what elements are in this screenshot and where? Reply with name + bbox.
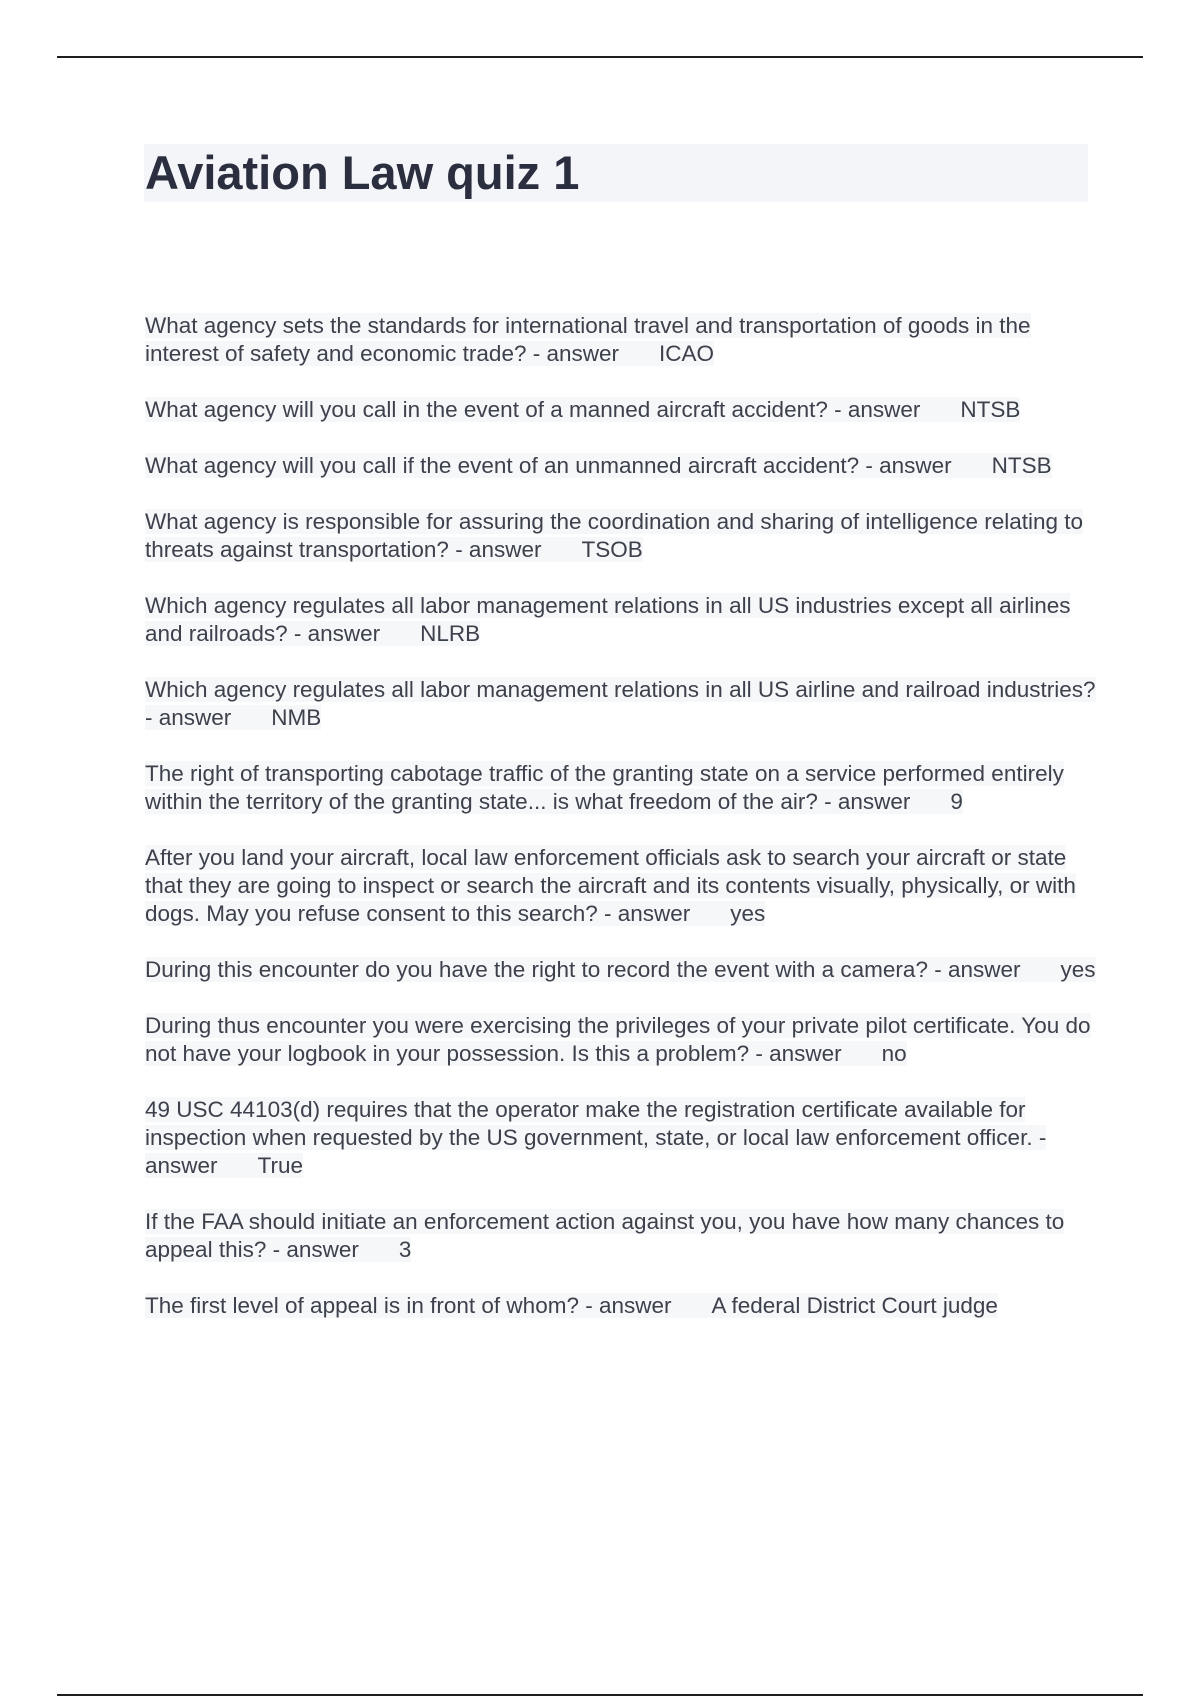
answer-text: True: [257, 1153, 303, 1178]
answer-text: yes: [1060, 957, 1096, 982]
qa-item: [145, 1208, 1105, 1264]
answer-text: ICAO: [659, 341, 715, 366]
qa-item: [145, 312, 1105, 368]
qa-item: [145, 1012, 1105, 1068]
question-text: During this encounter do you have the right to record the event with a camera? - answer: [145, 957, 1021, 982]
qa-item: [145, 452, 1105, 480]
question-list: [145, 312, 1105, 1348]
qa-item: [145, 592, 1105, 648]
qa-item: [145, 844, 1105, 928]
question-text: Which agency regulates all labor management relations in all US industries except all airlines and railroads? - answer: [145, 593, 1071, 646]
qa-item: [145, 956, 1105, 984]
qa-item: [145, 760, 1105, 816]
question-text: Which agency regulates all labor management relations in all US airline and railroad industries? - answer: [145, 677, 1096, 730]
qa-item: [145, 1096, 1105, 1180]
top-rule: [57, 56, 1143, 58]
answer-text: NTSB: [960, 397, 1021, 422]
answer-text: NTSB: [991, 453, 1052, 478]
answer-text: 3: [398, 1237, 412, 1262]
qa-item: [145, 508, 1105, 564]
question-text: What agency sets the standards for international travel and transportation of goods in the interest of safety and economic trade? - answer: [145, 313, 1031, 366]
answer-text: NLRB: [420, 621, 481, 646]
question-text: The first level of appeal is in front of whom? - answer: [145, 1293, 672, 1318]
answer-text: TSOB: [581, 537, 643, 562]
page-title: Aviation Law quiz 1: [145, 146, 580, 199]
question-text: If the FAA should initiate an enforcement action against you, you have how many chances to appeal this? - answer: [145, 1209, 1065, 1262]
answer-text: A federal District Court judge: [711, 1293, 998, 1318]
qa-item: [145, 676, 1105, 732]
question-text: What agency is responsible for assuring the coordination and sharing of intelligence relating to threats against transportation? - answer: [145, 509, 1084, 562]
answer-text: 9: [950, 789, 963, 814]
question-text: What agency will you call if the event of an unmanned aircraft accident? - answer: [145, 453, 952, 478]
question-text: 49 USC 44103(d) requires that the operator make the registration certificate available for inspection when requested by the US government, state, or local law enforcement officer. - answer: [145, 1097, 1047, 1178]
question-text: After you land your aircraft, local law enforcement officials ask to search your aircraft or state that they are going to inspect or search the aircraft and its contents visually, physically, or with dogs. May you refuse consent to this search? - answer: [145, 845, 1076, 926]
bottom-rule: [57, 1694, 1143, 1696]
question-text: During thus encounter you were exercising the privileges of your private pilot certificate. You do not have your logbook in your possession. Is this a problem? - answer: [145, 1013, 1091, 1066]
answer-text: NMB: [271, 705, 322, 730]
qa-item: [145, 1292, 1105, 1320]
answer-text: yes: [730, 901, 766, 926]
question-text: The right of transporting cabotage traffic of the granting state on a service performed entirely within the territory of the granting state... is what freedom of the air? - answer: [145, 761, 1064, 814]
question-text: What agency will you call in the event of a manned aircraft accident? - answer: [145, 397, 921, 422]
qa-item: [145, 396, 1105, 424]
answer-text: no: [881, 1041, 907, 1066]
